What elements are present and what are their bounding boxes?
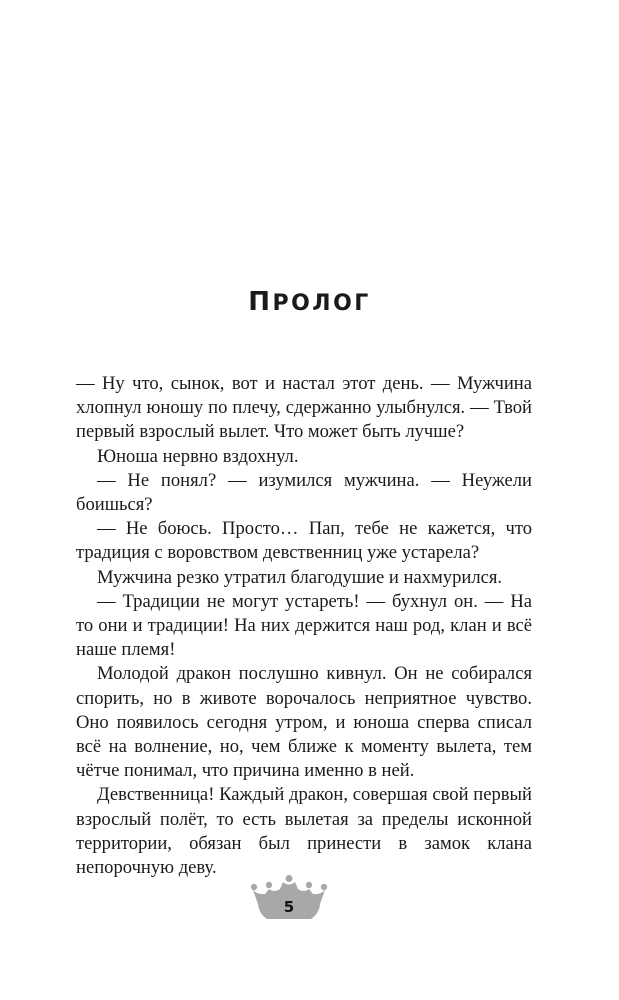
paragraph: — Не понял? — изумился мужчина. — Неужели боишься? xyxy=(76,469,532,516)
paragraph: Мужчина резко утратил благодушие и нахмурился. xyxy=(97,566,503,588)
page-number: 5 xyxy=(283,898,295,916)
chapter-title-rest: РОЛОГ xyxy=(272,291,371,316)
chapter-title-initial: П xyxy=(248,287,273,317)
paragraph: — Ну что, сынок, вот и настал этот день. — Мужчина хлопнул юношу по плечу, сдержанно улыбнулся. — Твой первый взрослый вылет. Что может быть лучше? xyxy=(76,373,532,443)
paragraph: — Традиции не могут устареть! — бухнул он. — На то они и традиции! На них держится наш род, клан и всё наше племя! xyxy=(76,590,532,661)
page-number-badge xyxy=(249,874,329,922)
paragraph: Юноша нервно вздохнул. xyxy=(97,445,299,467)
paragraph: Молодой дракон послушно кивнул. Он не собирался спорить, но в животе ворочалось неприятное чувство. Оно появилось сегодня утром, и юноша сперва списал всё на волнение, но, чем ближе к моменту вылета, тем чётче понимал, что причина именно в ней. xyxy=(76,663,532,782)
paragraph: — Не боюсь. Просто… Пап, тебе не кажется, что традиция с воровством девственниц уже устарела? xyxy=(76,518,532,564)
chapter-title xyxy=(0,287,619,317)
chapter-body xyxy=(76,372,532,880)
paragraph: Девственница! Каждый дракон, совершая свой первый взрослый полёт, то есть вылетая за пределы исконной территории, обязан был принести в замок клана непорочную деву. xyxy=(76,784,532,879)
